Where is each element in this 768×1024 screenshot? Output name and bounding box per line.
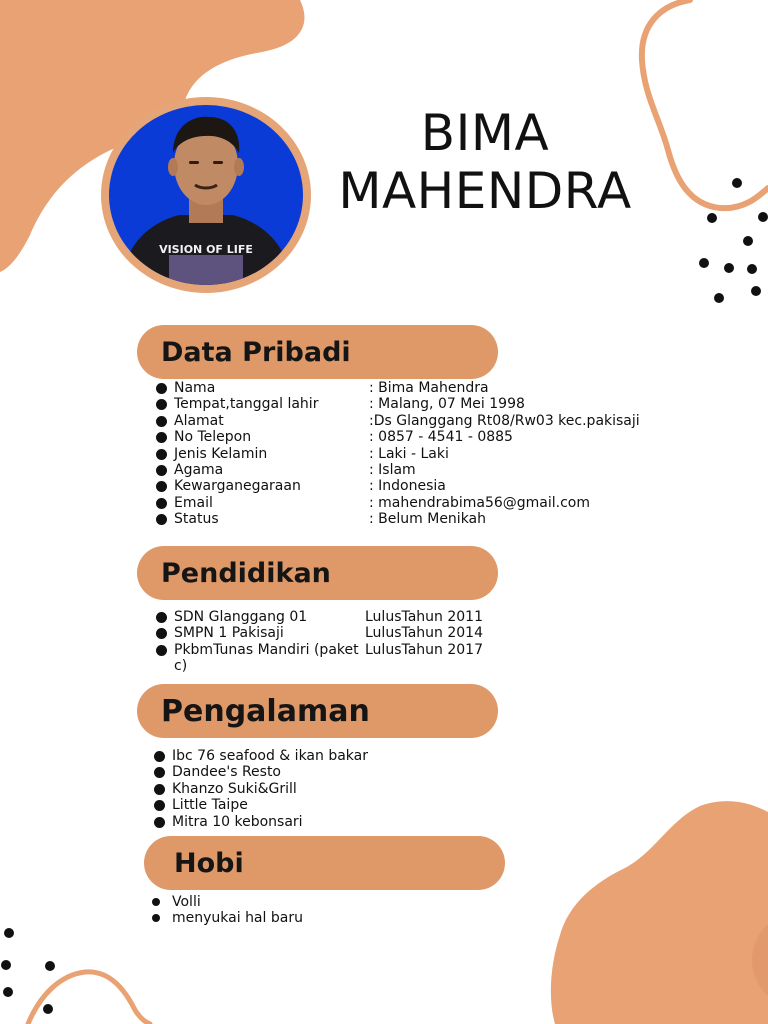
list-item: Khanzo Suki&Grill <box>136 781 368 797</box>
list-item: PkbmTunas Mandiri (paket LulusTahun 2017 c) <box>138 642 359 675</box>
list-item: Jenis Kelamin : Laki - Laki <box>138 446 318 462</box>
bullet-icon <box>156 383 167 394</box>
full-name <box>300 104 670 220</box>
list-item: SDN Glanggang 01 LulusTahun 2011 <box>138 609 359 625</box>
first-name: BIMA <box>420 104 550 162</box>
bullet-icon <box>152 898 160 906</box>
section-title: Hobi <box>174 847 244 879</box>
last-name: MAHENDRA <box>338 162 632 220</box>
bullet-icon <box>156 432 167 443</box>
bullet-icon <box>154 800 165 811</box>
list-item: Ibc 76 seafood & ikan bakar <box>136 748 368 764</box>
list-item: No Telepon : 0857 - 4541 - 0885 <box>138 429 318 445</box>
list-item: Email : mahendrabima56@gmail.com <box>138 495 318 511</box>
bottom-right-blob <box>551 801 768 1024</box>
list-item: Little Taipe <box>136 797 368 813</box>
list-item: Nama : Bima Mahendra <box>138 380 318 396</box>
list-item: Alamat :Ds Glanggang Rt08/Rw03 kec.pakisaji <box>138 413 318 429</box>
list-item: SMPN 1 Pakisaji LulusTahun 2014 <box>138 625 359 641</box>
section-header-hobi <box>144 836 505 890</box>
section-title: Pendidikan <box>161 557 331 589</box>
hobby-list <box>136 894 303 927</box>
bullet-icon <box>152 914 160 922</box>
education-list <box>138 609 483 675</box>
list-item: Status : Belum Menikah <box>138 511 318 527</box>
section-title: Pengalaman <box>161 693 370 729</box>
bottom-left-outline <box>28 972 150 1024</box>
bullet-icon <box>156 645 167 656</box>
list-item: Volli <box>136 894 303 910</box>
section-title: Data Pribadi <box>161 336 351 368</box>
bullet-icon <box>154 817 165 828</box>
bullet-icon <box>156 399 167 410</box>
profile-photo <box>101 97 311 293</box>
list-item: Dandee's Resto <box>136 764 368 780</box>
bullet-icon <box>156 498 167 509</box>
bullet-icon <box>154 751 165 762</box>
list-item: Agama : Islam <box>138 462 318 478</box>
list-item: Mitra 10 kebonsari <box>136 814 368 830</box>
bullet-icon <box>156 612 167 623</box>
list-item: Tempat,tanggal lahir : Malang, 07 Mei 1998 <box>138 396 318 412</box>
bullet-icon <box>156 628 167 639</box>
bullet-icon <box>156 416 167 427</box>
bullet-icon <box>154 784 165 795</box>
shirt-print-text: VISION OF LIFE <box>159 243 253 256</box>
list-item: Kewarganegaraan : Indonesia <box>138 478 318 494</box>
bullet-icon <box>154 767 165 778</box>
bullet-icon <box>156 481 167 492</box>
bullet-icon <box>156 449 167 460</box>
person-portrait <box>109 105 303 285</box>
section-header-data-pribadi <box>137 325 498 379</box>
bullet-icon <box>156 465 167 476</box>
bottom-left-dots <box>1 928 55 1014</box>
bullet-icon <box>156 514 167 525</box>
list-item: menyukai hal baru <box>136 910 303 926</box>
section-header-pengalaman <box>137 684 498 738</box>
section-header-pendidikan <box>137 546 498 600</box>
personal-data-list <box>138 380 640 528</box>
experience-list <box>136 748 368 830</box>
